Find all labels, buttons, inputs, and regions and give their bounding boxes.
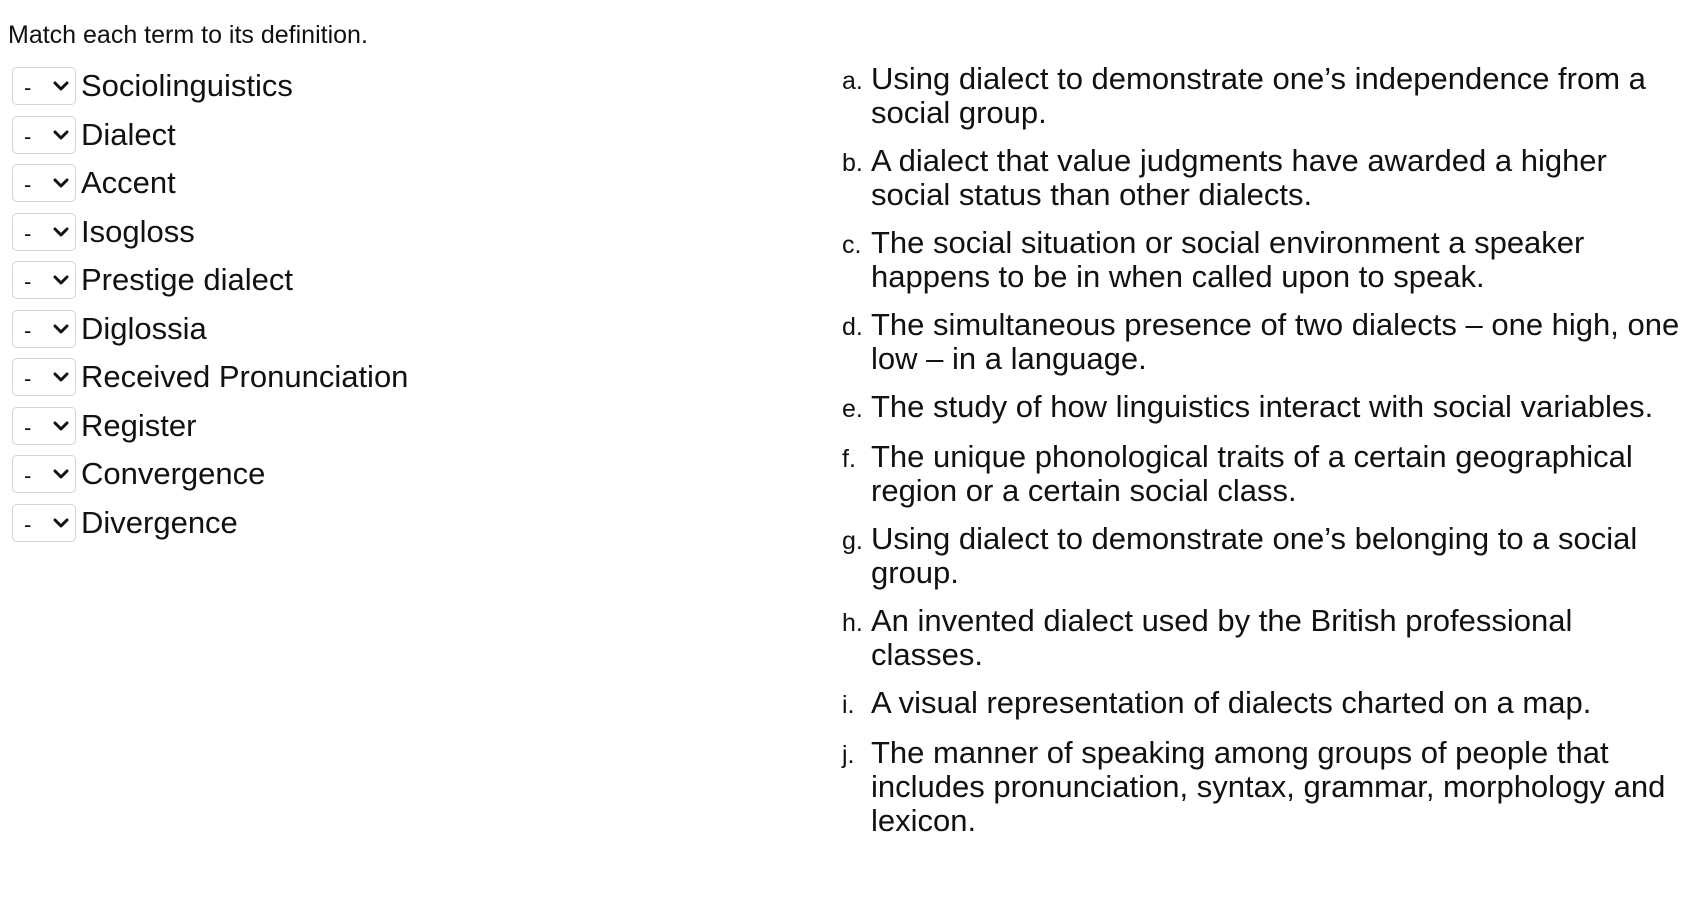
definition-text: The study of how linguistics interact with social variables. — [871, 389, 1654, 424]
term-row — [12, 499, 408, 548]
definition-list — [842, 62, 1682, 852]
match-select-divergence[interactable] — [12, 504, 76, 542]
term-list — [12, 62, 408, 547]
chevron-down-icon — [53, 518, 69, 528]
definition-text: Using dialect to demonstrate one’s independence from a social group. — [871, 61, 1646, 130]
select-value: - — [24, 366, 32, 392]
chevron-down-icon — [53, 275, 69, 285]
definition-item — [842, 308, 1682, 376]
definition-letter: b. — [842, 149, 863, 177]
term-label: Diglossia — [81, 310, 207, 346]
chevron-down-icon — [53, 421, 69, 431]
term-row — [12, 353, 408, 402]
match-select-accent[interactable] — [12, 164, 76, 202]
chevron-down-icon — [53, 81, 69, 91]
definition-letter: e. — [842, 395, 863, 423]
match-select-register[interactable] — [12, 407, 76, 445]
definition-text: A visual representation of dialects charted on a map. — [871, 685, 1592, 720]
term-label: Sociolinguistics — [81, 68, 293, 104]
definition-text: The manner of speaking among groups of people that includes pronunciation, syntax, grammar, morphology and lexicon. — [871, 735, 1666, 838]
select-value: - — [24, 75, 32, 101]
definition-item — [842, 62, 1682, 130]
select-value: - — [24, 414, 32, 440]
match-select-sociolinguistics[interactable] — [12, 67, 76, 105]
match-select-diglossia[interactable] — [12, 310, 76, 348]
instruction-text: Match each term to its definition. — [8, 21, 368, 49]
definition-text: The unique phonological traits of a certain geographical region or a certain social class. — [871, 439, 1633, 508]
definition-item — [842, 390, 1682, 426]
definition-item — [842, 226, 1682, 294]
definition-item — [842, 144, 1682, 212]
select-value: - — [24, 269, 32, 295]
select-value: - — [24, 220, 32, 246]
definition-text: An invented dialect used by the British professional classes. — [871, 603, 1573, 672]
term-row — [12, 111, 408, 160]
term-row — [12, 305, 408, 354]
term-label: Received Pronunciation — [81, 359, 409, 395]
definition-text: The simultaneous presence of two dialects – one high, one low – in a language. — [871, 307, 1680, 376]
select-value: - — [24, 511, 32, 537]
definition-letter: c. — [842, 231, 862, 259]
match-select-convergence[interactable] — [12, 455, 76, 493]
term-label: Divergence — [81, 504, 238, 540]
definition-item — [842, 686, 1682, 722]
term-label: Isogloss — [81, 213, 195, 249]
match-select-isogloss[interactable] — [12, 213, 76, 251]
definition-text: The social situation or social environment a speaker happens to be in when called upon to speak. — [871, 225, 1585, 294]
definition-letter: h. — [842, 609, 863, 637]
match-select-prestige-dialect[interactable] — [12, 261, 76, 299]
term-row — [12, 208, 408, 257]
term-row — [12, 450, 408, 499]
select-value: - — [24, 123, 32, 149]
definition-item — [842, 440, 1682, 508]
match-select-received-pronunciation[interactable] — [12, 358, 76, 396]
select-value: - — [24, 317, 32, 343]
term-row — [12, 159, 408, 208]
chevron-down-icon — [53, 372, 69, 382]
term-row — [12, 256, 408, 305]
term-row — [12, 402, 408, 451]
term-row — [12, 62, 408, 111]
term-label: Register — [81, 407, 197, 443]
definition-letter: f. — [842, 445, 856, 473]
definition-letter: g. — [842, 527, 863, 555]
select-value: - — [24, 463, 32, 489]
definition-text: A dialect that value judgments have awarded a higher social status than other dialects. — [871, 143, 1607, 212]
definition-item — [842, 522, 1682, 590]
definition-item — [842, 736, 1682, 838]
term-label: Dialect — [81, 116, 176, 152]
definition-item — [842, 604, 1682, 672]
term-label: Convergence — [81, 456, 266, 492]
chevron-down-icon — [53, 324, 69, 334]
term-label: Prestige dialect — [81, 262, 293, 298]
definition-text: Using dialect to demonstrate one’s belonging to a social group. — [871, 521, 1638, 590]
chevron-down-icon — [53, 469, 69, 479]
term-label: Accent — [81, 165, 176, 201]
definition-letter: i. — [842, 691, 855, 719]
chevron-down-icon — [53, 178, 69, 188]
select-value: - — [24, 172, 32, 198]
chevron-down-icon — [53, 227, 69, 237]
definition-letter: j. — [842, 741, 855, 769]
definition-letter: d. — [842, 313, 863, 341]
match-select-dialect[interactable] — [12, 116, 76, 154]
definition-letter: a. — [842, 67, 863, 95]
chevron-down-icon — [53, 130, 69, 140]
